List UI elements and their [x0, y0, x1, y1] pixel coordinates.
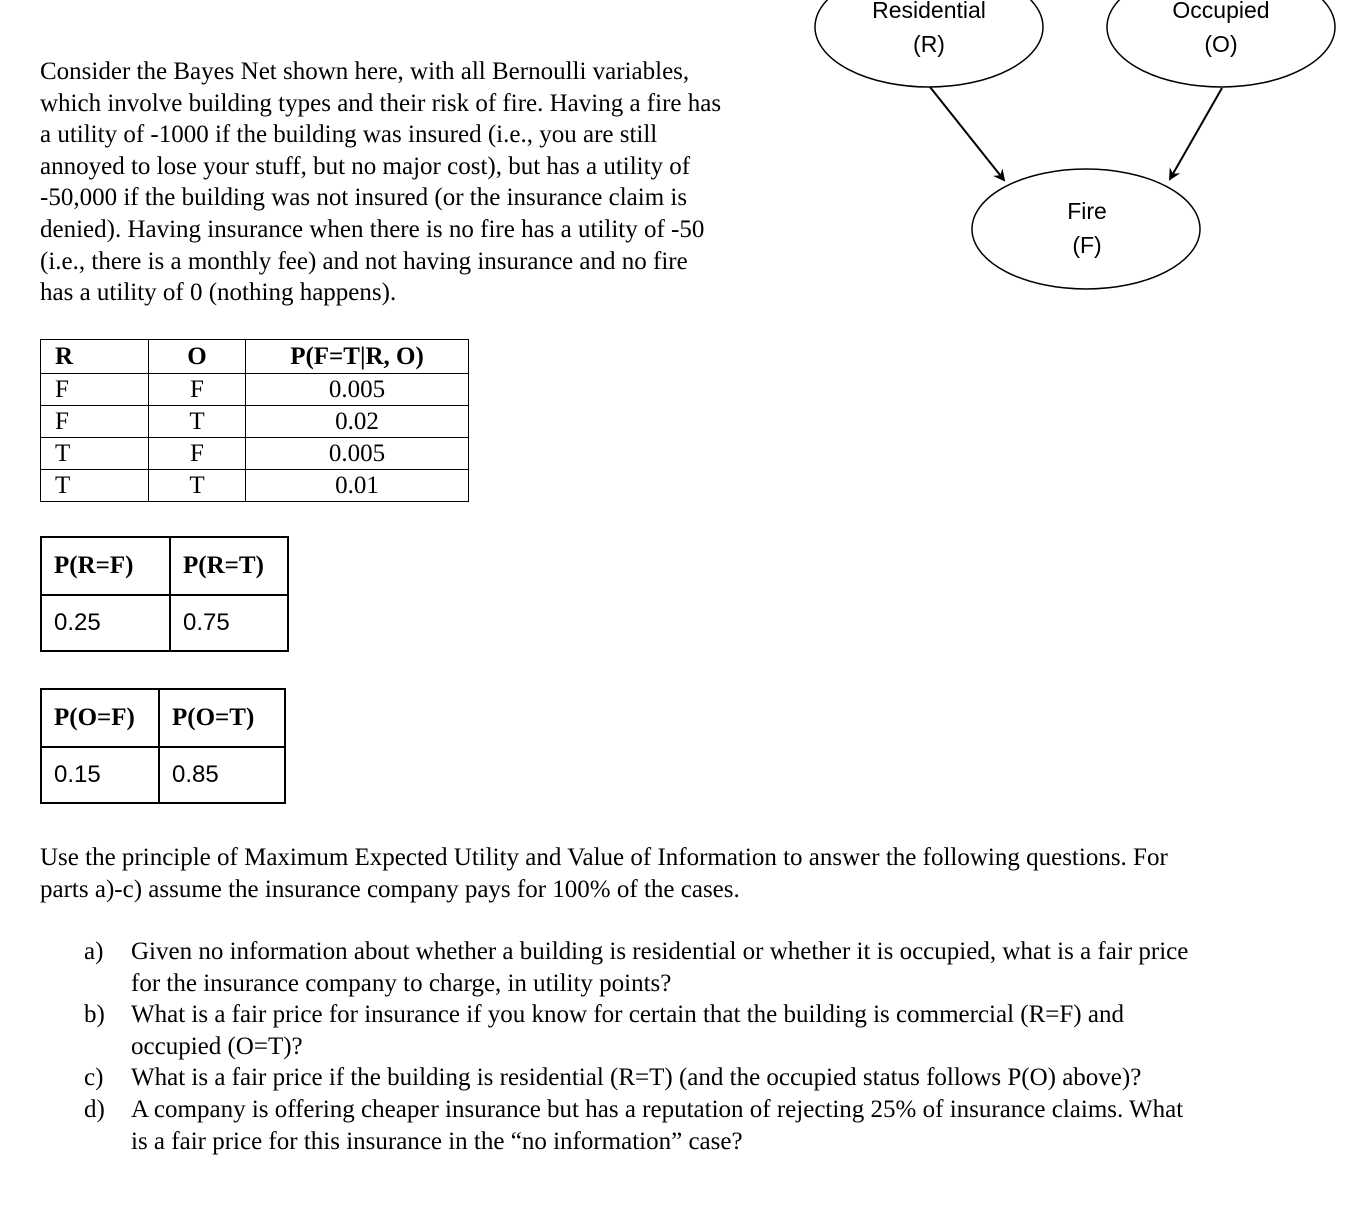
cpt-cell-prob: 0.005	[246, 438, 469, 470]
prior-o-header-t: P(O=T)	[159, 689, 285, 747]
prior-r-header-t: P(R=T)	[170, 537, 288, 595]
question-line: occupied (O=T)?	[131, 1032, 303, 1060]
node-residential-name: Residential	[872, 0, 986, 23]
question-label: d)	[84, 1095, 105, 1123]
prior-o-header-f: P(O=F)	[41, 689, 159, 747]
question-list	[84, 936, 1344, 1157]
intro-line: (i.e., there is a monthly fee) and not having insurance and no fire	[40, 247, 688, 275]
cpt-header-prob: P(F=T|R, O)	[246, 340, 469, 374]
intro-line: a utility of -1000 if the building was insured (i.e., you are still	[40, 121, 658, 149]
prior-r-table	[40, 536, 289, 652]
list-item	[84, 999, 1344, 1062]
question-line: is a fair price for this insurance in the “no information” case?	[131, 1127, 743, 1155]
prior-r-header-f: P(R=F)	[41, 537, 170, 595]
prior-r-value-t: 0.75	[170, 595, 288, 651]
node-fire-symbol: (F)	[1072, 232, 1102, 258]
bayes-net-diagram	[800, 0, 1360, 300]
intro-paragraph	[40, 56, 810, 309]
question-line: A company is offering cheaper insurance but has a reputation of rejecting 25% of insurance claims. What	[131, 1095, 1184, 1123]
question-line: What is a fair price for insurance if you know for certain that the building is commercial (R=F) and	[131, 1001, 1124, 1029]
table-row	[41, 595, 288, 651]
cpt-cell-r: T	[41, 470, 149, 502]
question-line: What is a fair price if the building is residential (R=T) (and the occupied status follows P(O) above)?	[131, 1064, 1142, 1092]
cpt-header-o: O	[149, 340, 246, 374]
intro-line: which involve building types and their risk of fire. Having a fire has	[40, 89, 722, 117]
cpt-cell-o: F	[149, 374, 246, 406]
list-item	[84, 1094, 1344, 1157]
prior-r-value-f: 0.25	[41, 595, 170, 651]
question-line: for the insurance company to charge, in utility points?	[131, 969, 672, 997]
cpt-cell-o: T	[149, 406, 246, 438]
cpt-cell-r: F	[41, 406, 149, 438]
node-fire	[972, 169, 1200, 289]
question-label: c)	[84, 1064, 104, 1092]
prior-o-value-f: 0.15	[41, 747, 159, 803]
task-paragraph	[40, 842, 1340, 905]
intro-line: Consider the Bayes Net shown here, with all Bernoulli variables,	[40, 58, 690, 85]
table-row	[41, 406, 469, 438]
task-line: Use the principle of Maximum Expected Utility and Value of Information to answer the following questions. For	[40, 844, 1168, 871]
node-residential-symbol: (R)	[913, 31, 945, 57]
intro-line: has a utility of 0 (nothing happens).	[40, 279, 397, 307]
table-row	[41, 438, 469, 470]
edge-residential-fire	[930, 87, 1004, 180]
cpt-header-r: R	[41, 340, 149, 374]
prior-o-value-t: 0.85	[159, 747, 285, 803]
cpt-cell-prob: 0.005	[246, 374, 469, 406]
cpt-cell-prob: 0.01	[246, 470, 469, 502]
node-fire-name: Fire	[1067, 198, 1107, 224]
cpt-cell-prob: 0.02	[246, 406, 469, 438]
question-label: a)	[84, 938, 104, 965]
cpt-cell-r: F	[41, 374, 149, 406]
table-row	[41, 747, 285, 803]
cpt-cell-r: T	[41, 438, 149, 470]
task-line: parts a)-c) assume the insurance company pays for 100% of the cases.	[40, 875, 740, 903]
intro-line: annoyed to lose your stuff, but no major cost), but has a utility of	[40, 152, 691, 180]
question-line: Given no information about whether a building is residential or whether it is occupied, what is a fair price	[131, 938, 1189, 965]
cpt-cell-o: F	[149, 438, 246, 470]
intro-line: denied). Having insurance when there is no fire has a utility of -50	[40, 215, 705, 243]
list-item	[84, 936, 1344, 999]
prior-o-table	[40, 688, 286, 804]
list-item	[84, 1062, 1344, 1094]
node-occupied-name: Occupied	[1172, 0, 1270, 23]
table-row	[41, 470, 469, 502]
fire-cpt-table	[40, 339, 469, 502]
table-row	[41, 374, 469, 406]
intro-line: -50,000 if the building was not insured (or the insurance claim is	[40, 184, 688, 212]
cpt-cell-o: T	[149, 470, 246, 502]
question-label: b)	[84, 1001, 105, 1029]
edge-occupied-fire	[1170, 88, 1222, 179]
node-occupied-symbol: (O)	[1204, 31, 1238, 57]
